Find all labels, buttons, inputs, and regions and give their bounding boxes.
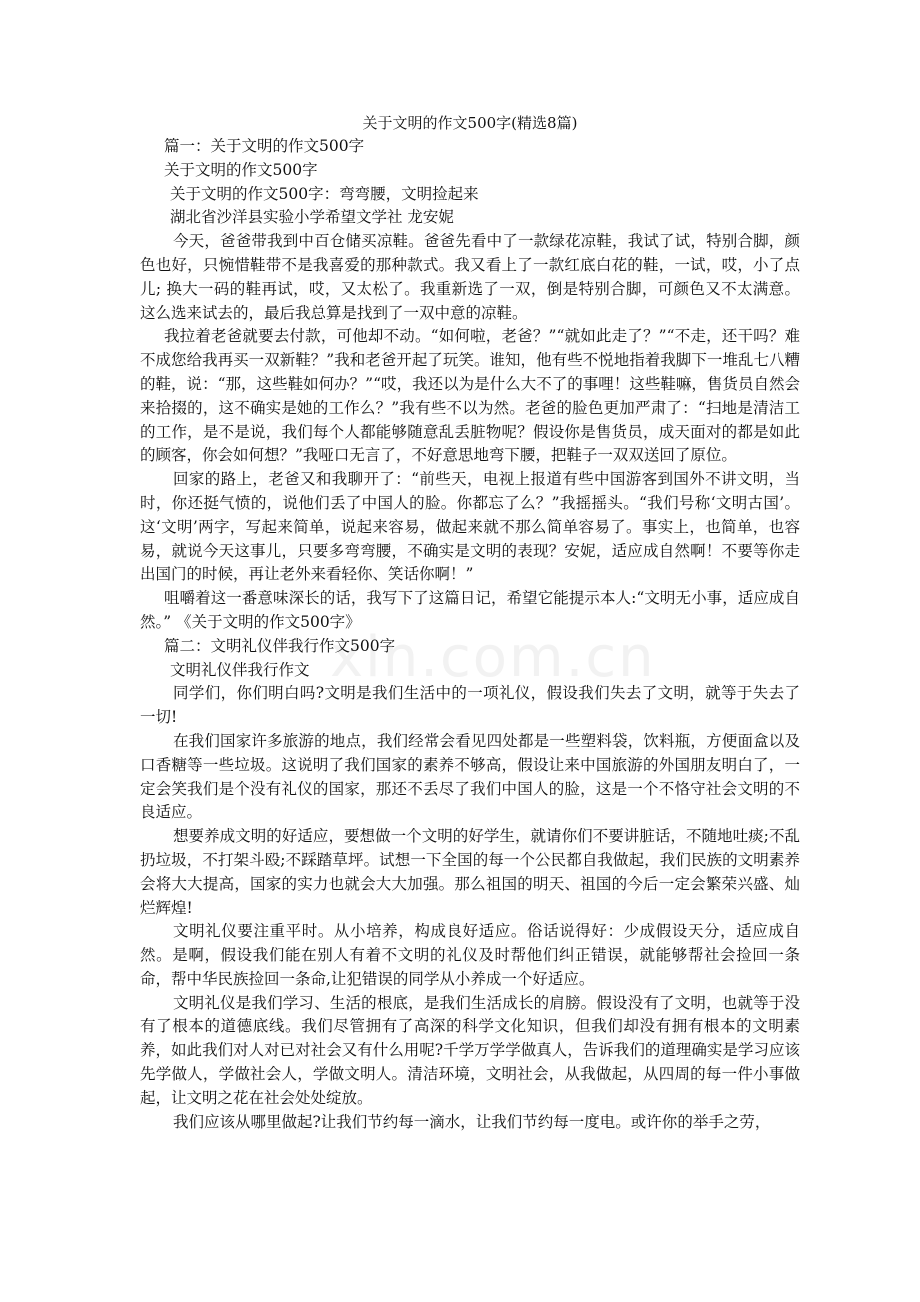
- paragraph: 回家的路上，老爸又和我聊开了：“前些天，电视上报道有些中国游客到国外不讲文明，当时，你还挺气愤的，说他们丢了中国人的脸。你都忘了么？”我摇摇头。“我们号称‘文明古国’。这‘文明’两字，写起来简单，说起来容易，做起来就不那么简单容易了。事实上，也简单，也容易，就说今天这事儿，只要多弯弯腰，不确实是文明的表现？安妮，适应成自然啊！不要等你走出国门的时候，再让老外来看轻你、笑话你啊！”: [140, 470, 800, 584]
- paragraph: 我们应该从哪里做起?让我们节约每一滴水，让我们节约每一度电。或许你的举手之劳，: [173, 1112, 771, 1131]
- paragraph: 文明礼仪要注重平时。从小培养，构成良好适应。俗话说得好：少成假设天分，适应成自然。是啊，假设我们能在别人有着不文明的礼仪及时帮他们纠正错误，就能够帮社会捡回一条命，帮中华民族捡回一条命,让犯错误的同学从小养成一个好适应。: [140, 922, 800, 988]
- paragraph: 同学们，你们明白吗?文明是我们生活中的一项礼仪，假设我们失去了文明，就等于失去了一切!: [140, 684, 800, 727]
- article-subtitle: 关于文明的作文500字：弯弯腰，文明捡起来: [170, 184, 479, 203]
- paragraph: 咀嚼着这一番意味深长的话，我写下了这篇日记，希望它能提示本人:“文明无小事，适应成自然。” 《关于文明的作文500字》: [140, 589, 800, 631]
- document-title: 关于文明的作文500字(精选8篇): [362, 114, 578, 132]
- section-heading: 篇一：关于文明的作文500字: [164, 137, 365, 155]
- paragraph: 文明礼仪是我们学习、生活的根底，是我们生活成长的肩膀。假设没有了文明，也就等于没有了根本的道德底线。我们尽管拥有了高深的科学文化知识，但我们却没有拥有根本的文明素养，如此我们对人对已对社会又有什么用呢?千学万学学做真人，告诉我们的道理确实是学习应该先学做人，学做社会人，学做文明人。清洁环境，文明社会，从我做起，从四周的每一件小事做起，让文明之花在社会处处绽放。: [140, 993, 800, 1107]
- article-author: 湖北省沙洋县实验小学希望文学社 龙安妮: [170, 208, 454, 227]
- paragraph: 在我们国家许多旅游的地点，我们经常会看见四处都是一些塑料袋，饮料瓶，方便面盒以及口香糖等一些垃圾。这说明了我们国家的素养不够高，假设让来中国旅游的外国朋友明白了，一定会笑我们是个没有礼仪的国家，那还不丢尽了我们中国人的脸，这是一个不恪守社会文明的不良适应。: [140, 731, 800, 822]
- paragraph: 今天，爸爸带我到中百仓储买凉鞋。爸爸先看中了一款绿花凉鞋，我试了试，特别合脚，颜色也好，只惋惜鞋带不是我喜爱的那种款式。我又看上了一款红底白花的鞋，一试，哎，小了点儿; 换大一码的鞋再试，哎，又太松了。我重新选了一双，倒是特别合脚，可颜色又不太满意。这么选来试去的，最后我总算是找到了一双中意的凉鞋。: [140, 232, 800, 322]
- paragraph: 我拉着老爸就要去付款，可他却不动。“如何啦，老爸？”“就如此走了？”“不走，还干吗？难不成您给我再买一双新鞋？”我和老爸开起了玩笑。谁知，他有些不悦地指着我脚下一堆乱七八糟的鞋，说：“那，这些鞋如何办？”“哎，我还以为是什么大不了的事哩！这些鞋嘛，售货员自然会来拾掇的，这不确实是她的工作么？”我有些不以为然。老爸的脸色更加严肃了：“扫地是清洁工的工作，是不是说，我们每个人都能够随意乱丢脏物呢？假设你是售货员，成天面对的都是如此的顾客，你会如何想？”我哑口无言了，不好意思地弯下腰，把鞋子一双双送回了原位。: [140, 327, 800, 465]
- article-heading: 关于文明的作文500字: [164, 160, 318, 179]
- paragraph: 想要养成文明的好适应，要想做一个文明的好学生，就请你们不要讲脏话，不随地吐痰;不乱扔垃圾，不打架斗殴;不踩踏草坪。试想一下全国的每一个公民都自我做起，我们民族的文明素养会将大大提高，国家的实力也就会大大加强。那么祖国的明天、祖国的今后一定会繁荣兴盛、灿烂辉煌!: [140, 827, 800, 917]
- document-body: [140, 111, 800, 1134]
- section-heading: 篇二：文明礼仪伴我行作文500字: [164, 636, 396, 655]
- article-heading: 文明礼仪伴我行作文: [170, 660, 310, 679]
- watermark: xin.com.cn: [330, 625, 656, 690]
